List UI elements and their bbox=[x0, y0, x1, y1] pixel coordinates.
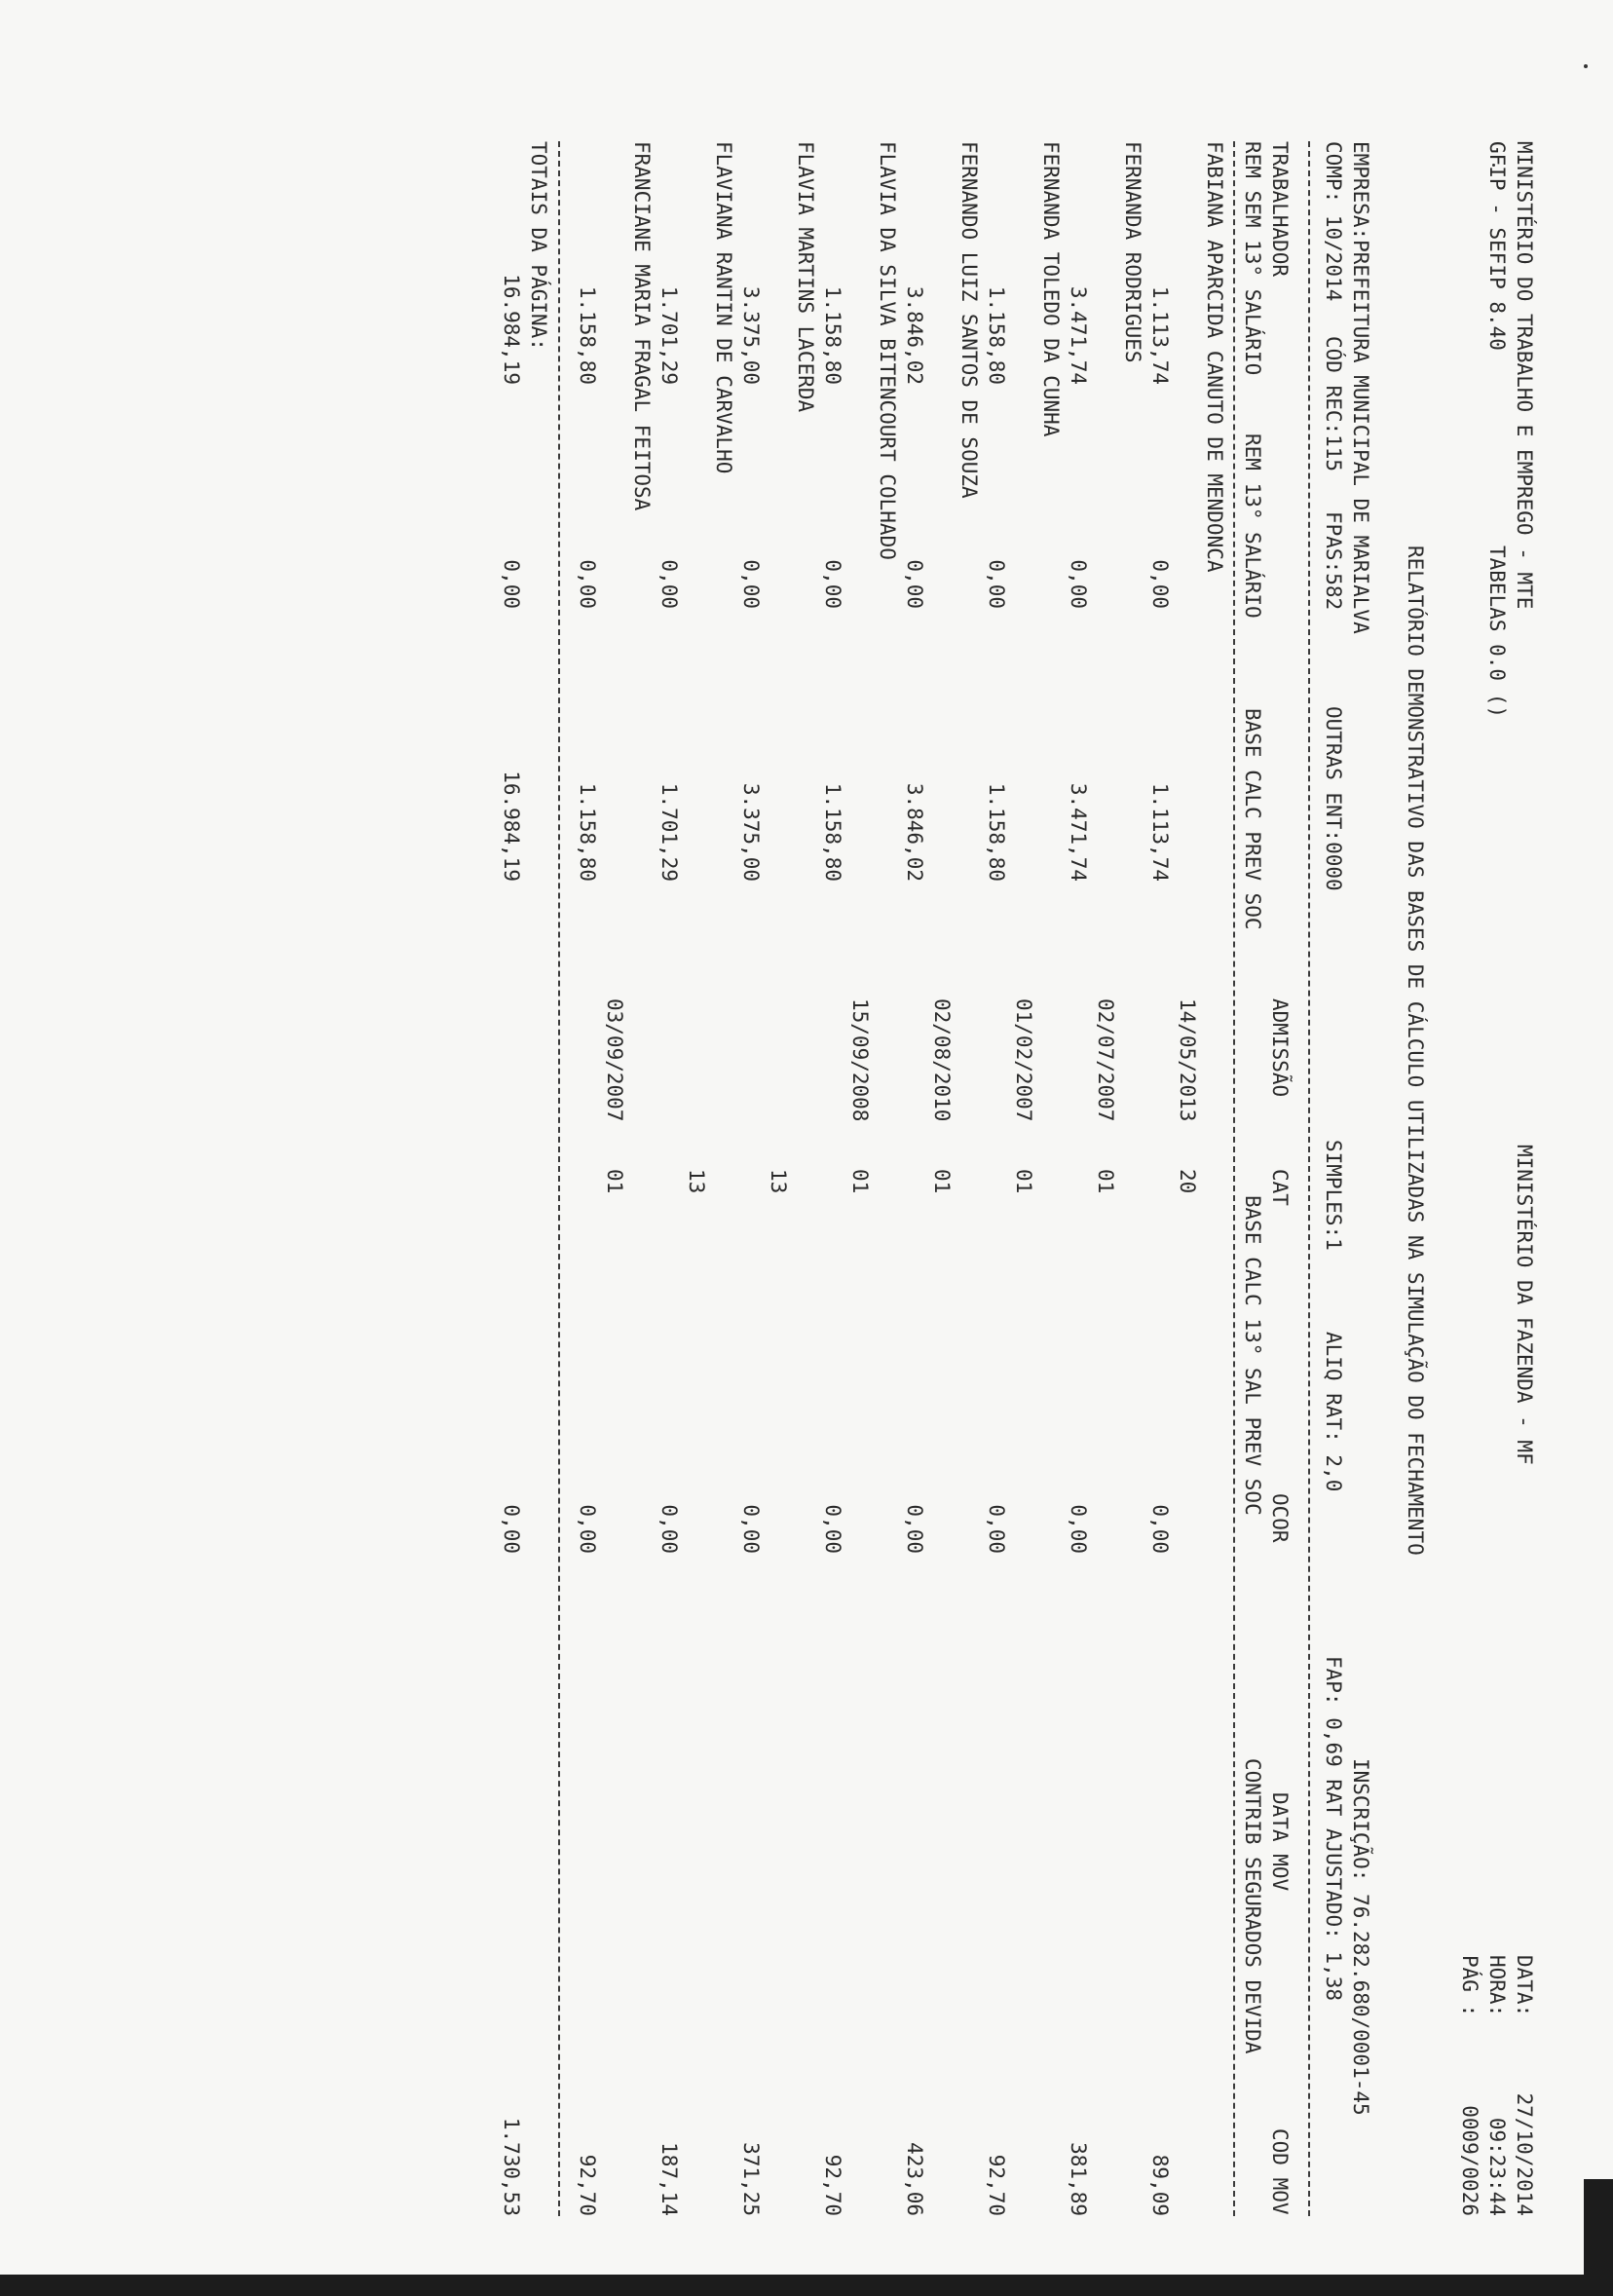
date-value: 27/10/2014 bbox=[1513, 2092, 1536, 2216]
rem-13: 0,00 bbox=[657, 559, 681, 609]
rem-sem-13: 1.701,29 bbox=[657, 285, 681, 385]
base-13: 0,00 bbox=[1067, 1504, 1090, 1554]
total-contrib: 1.730,53 bbox=[500, 2117, 523, 2216]
contrib: 381,89 bbox=[1067, 2142, 1090, 2216]
category: 01 bbox=[848, 1169, 872, 1194]
admission-date: 02/08/2010 bbox=[930, 998, 954, 1122]
separator-line bbox=[1308, 141, 1310, 2216]
gfip-version: GFIP - SEFIP 8.40 bbox=[1485, 141, 1509, 351]
separator-line bbox=[558, 141, 560, 2216]
base-13: 0,00 bbox=[657, 1504, 681, 1554]
rem-13: 0,00 bbox=[1067, 559, 1090, 609]
col-trabalhador: TRABALHADOR bbox=[1268, 141, 1292, 278]
empresa: EMPRESA:PREFEITURA MUNICIPAL DE MARIALVA bbox=[1349, 141, 1372, 634]
admission-date: 01/02/2007 bbox=[1012, 998, 1035, 1122]
category: 20 bbox=[1176, 1169, 1199, 1194]
rem-13: 0,00 bbox=[903, 559, 926, 609]
admission-date: 14/05/2013 bbox=[1176, 998, 1199, 1122]
admission-date: 15/09/2008 bbox=[848, 998, 872, 1122]
base-prev: 1.158,80 bbox=[576, 782, 599, 882]
rem-13: 0,00 bbox=[985, 559, 1008, 609]
aliq-rat: ALIQ RAT: 2,0 bbox=[1322, 1332, 1345, 1492]
fpas: FPAS:582 bbox=[1322, 511, 1345, 611]
col-cat: CAT bbox=[1268, 1169, 1292, 1206]
outras-ent: OUTRAS ENT:0000 bbox=[1322, 706, 1345, 891]
col-ocor: OCOR bbox=[1268, 1493, 1292, 1543]
base-prev: 1.113,74 bbox=[1148, 782, 1172, 882]
rem-13: 0,00 bbox=[576, 559, 599, 609]
base-prev: 1.701,29 bbox=[657, 782, 681, 882]
hora-value: 09:23:44 bbox=[1485, 2117, 1509, 2216]
category: 01 bbox=[603, 1169, 626, 1194]
col-admissao: ADMISSÃO bbox=[1268, 998, 1292, 1098]
scan-border-bottom bbox=[0, 2275, 1613, 2296]
inscricao: INSCRIÇÃO: 76.282.680/0001-45 bbox=[1349, 1758, 1372, 2116]
page-value: 0009/0026 bbox=[1458, 2105, 1482, 2216]
total-base-prev: 16.984,19 bbox=[500, 771, 523, 882]
admission-date: 03/09/2007 bbox=[603, 998, 626, 1122]
scan-border-corner bbox=[1584, 2179, 1613, 2296]
rem-sem-13: 1.113,74 bbox=[1148, 285, 1172, 385]
worker-name: FERNANDO LUIZ SANTOS DE SOUZA bbox=[957, 141, 981, 499]
totals-label: TOTAIS DA PÁGINA: bbox=[527, 141, 550, 351]
worker-name: FERNANDA RODRIGUES bbox=[1121, 141, 1144, 363]
worker-name: FLAVIA DA SILVA BITENCOURT COLHADO bbox=[876, 141, 899, 560]
category: 13 bbox=[767, 1169, 790, 1194]
base-13: 0,00 bbox=[576, 1504, 599, 1554]
total-base-13: 0,00 bbox=[500, 1504, 523, 1554]
worker-name: FLAVIANA RANTIN DE CARVALHO bbox=[712, 141, 735, 474]
contrib: 423,06 bbox=[903, 2142, 926, 2216]
contrib: 187,14 bbox=[657, 2142, 681, 2216]
base-prev: 1.158,80 bbox=[985, 782, 1008, 882]
worker-name: FABIANA APARCIDA CANUTO DE MENDONCA bbox=[1203, 141, 1226, 573]
total-rem-13: 0,00 bbox=[500, 559, 523, 609]
rem-13: 0,00 bbox=[739, 559, 763, 609]
rem-sem-13: 1.158,80 bbox=[821, 285, 844, 385]
contrib: 89,09 bbox=[1148, 2154, 1172, 2216]
col-cod-mov: COD MOV bbox=[1268, 2128, 1292, 2215]
contrib: 92,70 bbox=[985, 2154, 1008, 2216]
worker-name: FLAVIA MARTINS LACERDA bbox=[794, 141, 817, 413]
base-prev: 3.846,02 bbox=[903, 782, 926, 882]
category: 01 bbox=[1094, 1169, 1117, 1194]
col-rem-13: REM 13° SALÁRIO bbox=[1241, 433, 1264, 619]
hora-label: HORA: bbox=[1485, 1955, 1509, 2017]
category: 01 bbox=[930, 1169, 954, 1194]
rem-13: 0,00 bbox=[821, 559, 844, 609]
col-rem-sem-13: REM SEM 13° SALÁRIO bbox=[1241, 141, 1264, 376]
base-13: 0,00 bbox=[821, 1504, 844, 1554]
contrib: 371,25 bbox=[739, 2142, 763, 2216]
base-13: 0,00 bbox=[739, 1504, 763, 1554]
rem-sem-13: 1.158,80 bbox=[576, 285, 599, 385]
category: 13 bbox=[685, 1169, 708, 1194]
base-13: 0,00 bbox=[903, 1504, 926, 1554]
admission-date: 02/07/2007 bbox=[1094, 998, 1117, 1122]
col-contrib: CONTRIB SEGURADOS DEVIDA bbox=[1241, 1758, 1264, 2054]
base-13: 0,00 bbox=[1148, 1504, 1172, 1554]
competencia: COMP: 10/2014 bbox=[1322, 141, 1345, 302]
base-prev: 1.158,80 bbox=[821, 782, 844, 882]
scan-speck bbox=[1584, 64, 1588, 68]
report-title: RELATÓRIO DEMONSTRATIVO DAS BASES DE CÁLCULO UTILIZADAS NA SIMULAÇÃO DO FECHAMENTO bbox=[1404, 546, 1427, 1556]
cod-rec: CÓD REC:115 bbox=[1322, 336, 1345, 472]
tabelas: TABELAS 0.0 () bbox=[1485, 546, 1509, 719]
simples: SIMPLES:1 bbox=[1322, 1140, 1345, 1251]
date-label: DATA: bbox=[1513, 1955, 1536, 2017]
separator-line bbox=[1233, 141, 1235, 2216]
rem-sem-13: 3.375,00 bbox=[739, 285, 763, 385]
total-rem-sem-13: 16.984,19 bbox=[500, 274, 523, 385]
col-base-13: BASE CALC 13° SAL PREV SOC bbox=[1241, 1195, 1264, 1516]
col-data-mov: DATA MOV bbox=[1268, 1792, 1292, 1892]
fap: FAP: 0,69 RAT AJUSTADO: 1,38 bbox=[1322, 1656, 1345, 2002]
base-prev: 3.375,00 bbox=[739, 782, 763, 882]
worker-name: FRANCIANE MARIA FRAGAL FEITOSA bbox=[630, 141, 654, 511]
ministry-finance: MINISTÉRIO DA FAZENDA - MF bbox=[1513, 1145, 1536, 1465]
contrib: 92,70 bbox=[821, 2154, 844, 2216]
page-label: PÁG : bbox=[1458, 1955, 1482, 2017]
contrib: 92,70 bbox=[576, 2154, 599, 2216]
worker-name: FERNANDA TOLEDO DA CUNHA bbox=[1039, 141, 1063, 437]
col-base-prev: BASE CALC PREV SOC bbox=[1241, 708, 1264, 930]
category: 01 bbox=[1012, 1169, 1035, 1194]
rem-sem-13: 3.846,02 bbox=[903, 285, 926, 385]
base-prev: 3.471,74 bbox=[1067, 782, 1090, 882]
rem-sem-13: 1.158,80 bbox=[985, 285, 1008, 385]
ministry-labor: MINISTÉRIO DO TRABALHO E EMPREGO - MTE bbox=[1513, 141, 1536, 610]
base-13: 0,00 bbox=[985, 1504, 1008, 1554]
rem-13: 0,00 bbox=[1148, 559, 1172, 609]
rem-sem-13: 3.471,74 bbox=[1067, 285, 1090, 385]
rotated-report bbox=[229, 141, 1534, 2255]
